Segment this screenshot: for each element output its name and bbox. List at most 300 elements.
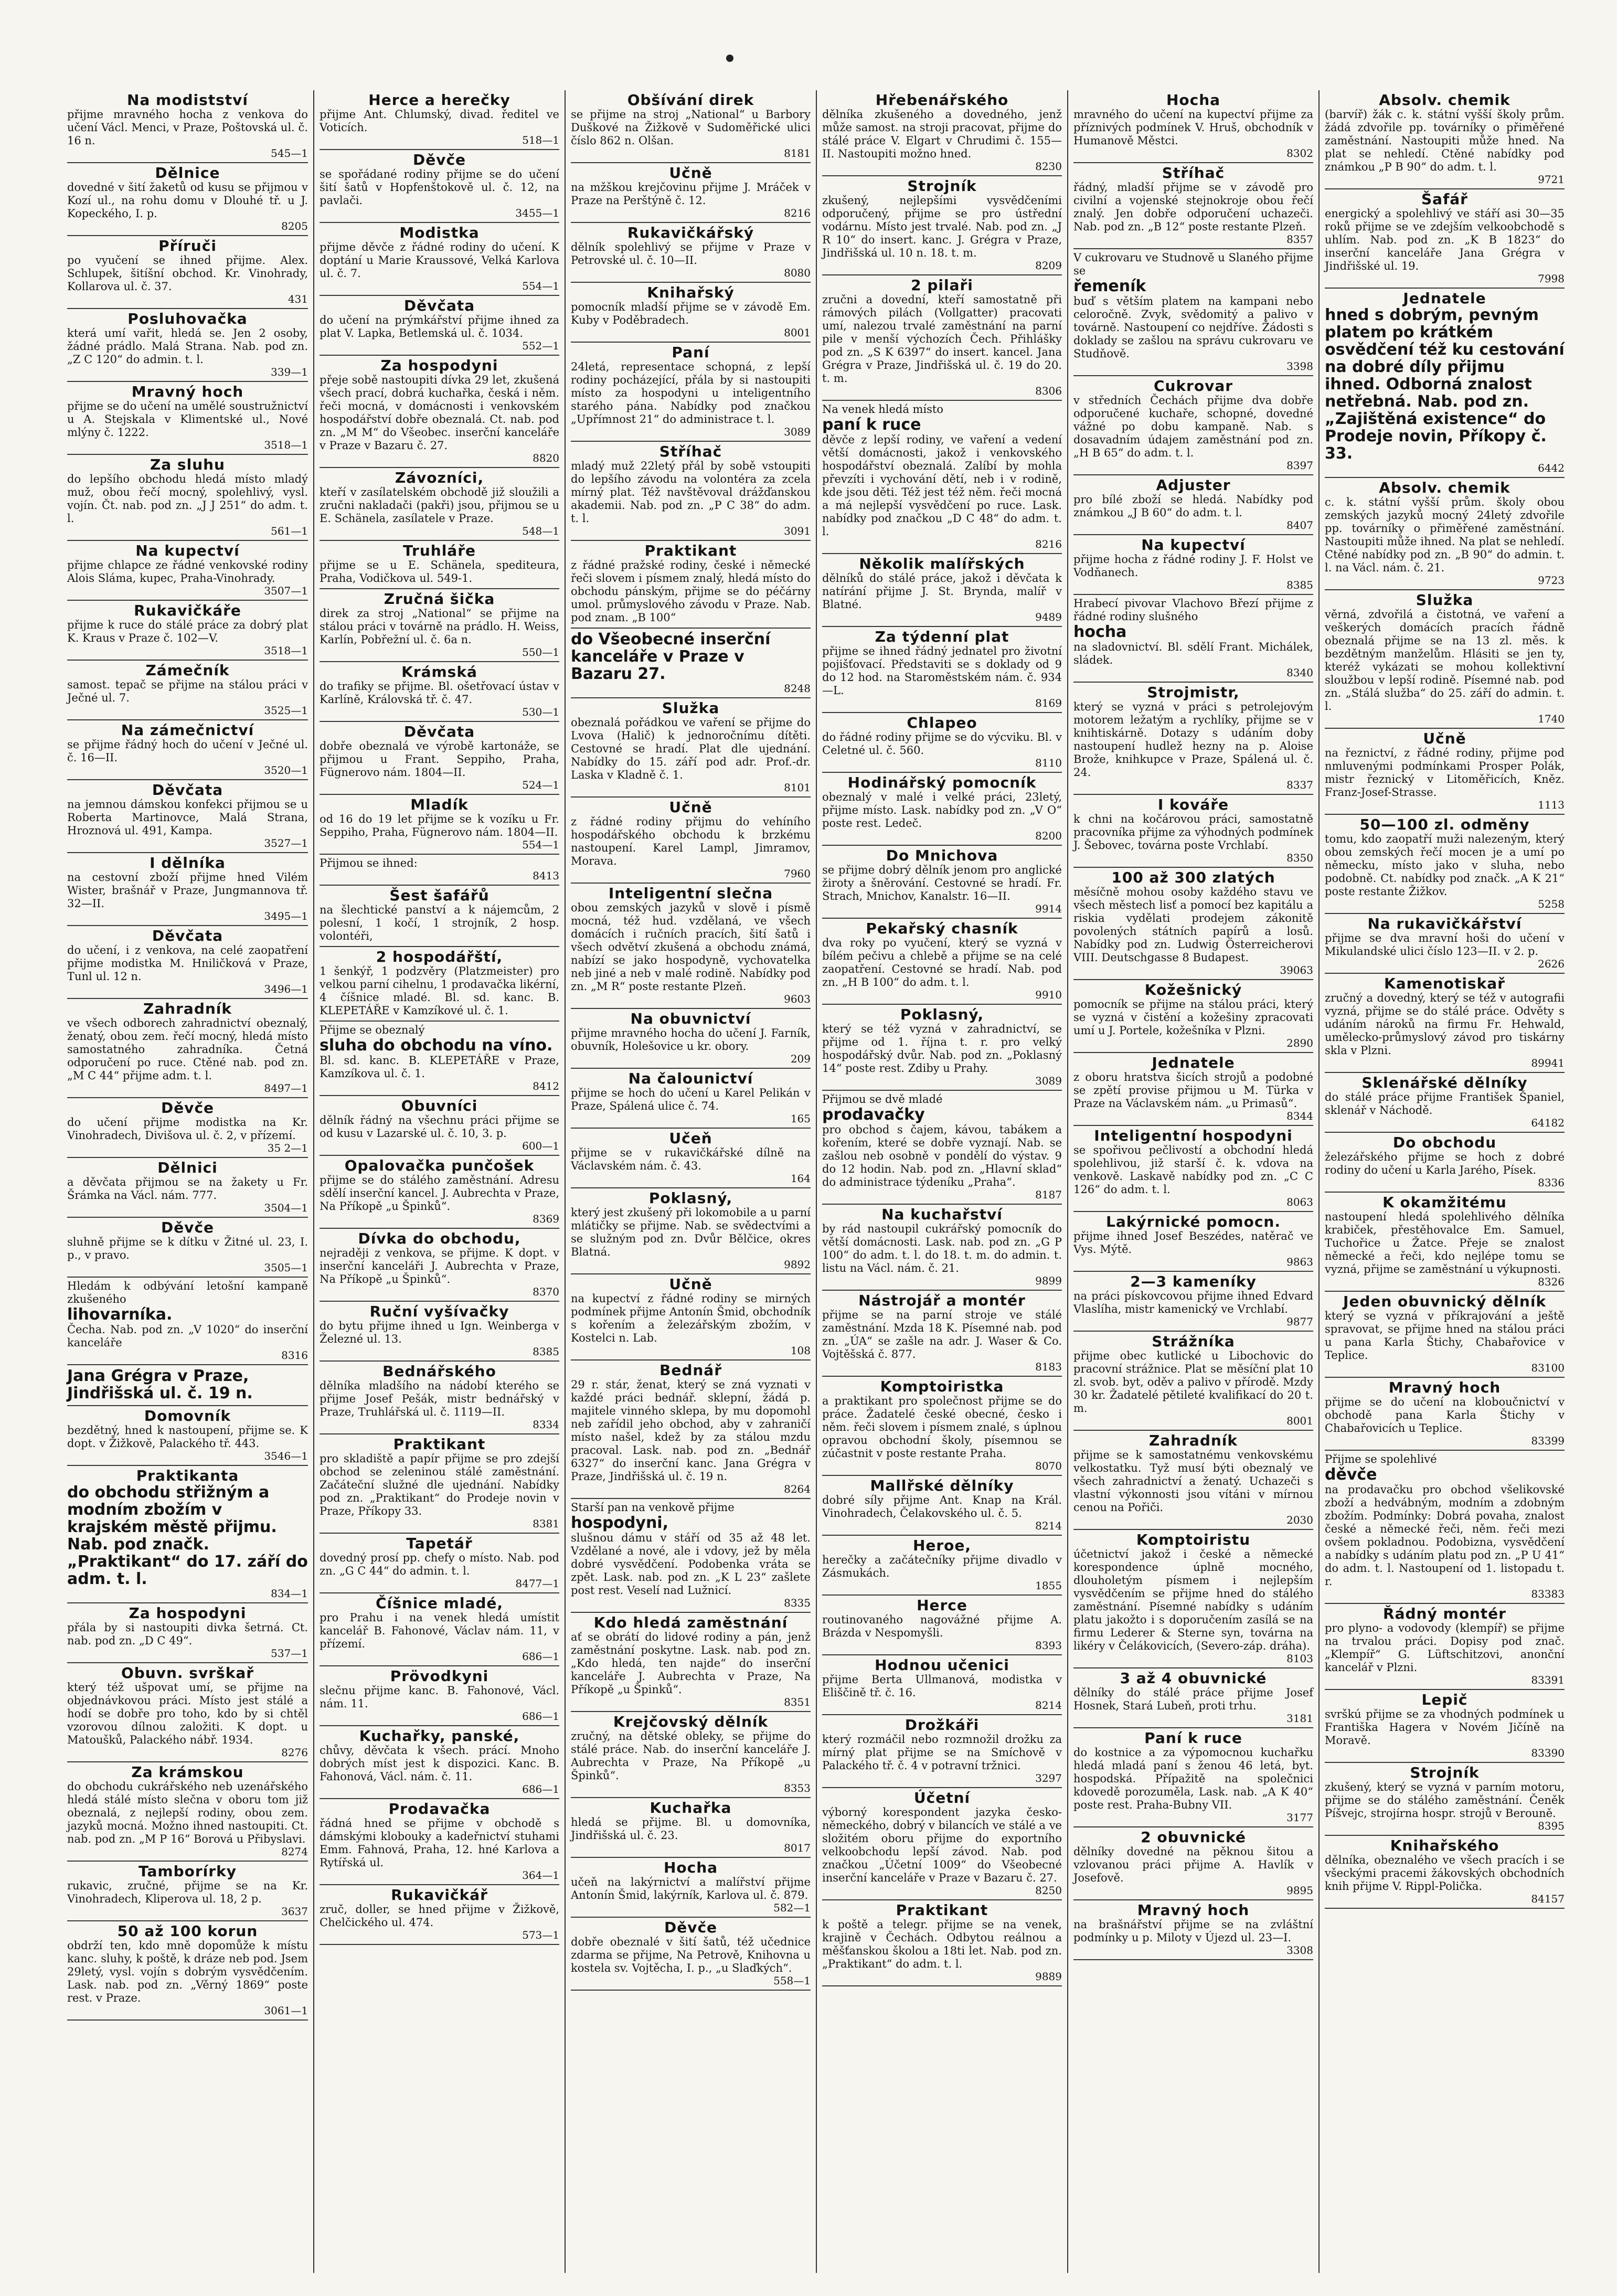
classified-ad bbox=[320, 541, 559, 589]
ad-title: Zámečník bbox=[145, 662, 230, 679]
classified-ad bbox=[571, 1613, 811, 1712]
ad-title: Lepič bbox=[1421, 1691, 1468, 1708]
classified-ad bbox=[1073, 535, 1313, 595]
ad-text: který rozmáčil nebo rozmnožil drožku za mírný plat přijme se na Smíchově v Palackého tř. č. 4 v potravní tržnici. bbox=[822, 1733, 1062, 1772]
ad-title: Příruči bbox=[158, 237, 217, 254]
ad-reference: 8216 bbox=[784, 207, 811, 219]
ad-title: Děvčata bbox=[152, 781, 224, 799]
ad-text: na šlechtické panství a k nájemcům, 2 polesní, 1 kočí, 1 strojník, 2 hosp. volontéři, bbox=[320, 903, 559, 942]
ad-reference: 3308 bbox=[1286, 1944, 1313, 1957]
ad-text: řádná hned se přijme v obchodě s dámskými klobouky a kadeřnictví stuhami Emm. Fahnová, Praha, 12. hné Karlova a Rytířská ul. bbox=[320, 1817, 559, 1869]
classified-ad bbox=[822, 1291, 1062, 1377]
ad-reference: 537—1 bbox=[271, 1647, 308, 1660]
classified-ad bbox=[320, 356, 559, 468]
ad-title: Učně bbox=[1423, 730, 1466, 747]
ad-text: obdrží ten, kdo mně dopomůže k místu kanc. sluhy, k poště, k dráze neb pod. Jsem 29letý, vysl. vojín s dobrým vysvědčením. Lask. nab. pod zn. „Věrný 1869“ poste rest. v Praze. bbox=[67, 1939, 308, 2004]
ad-text: ať se obrátí do lidové rodiny a pán, jenž zaměstnání poskytne. Lask. nab. pod zn. „Kdo hledá, ten najde“ do inserční kanceláře J. Aubrechta v Praze, Na Příkopě „u Špinků“. bbox=[571, 1631, 811, 1696]
ad-title: Služka bbox=[1416, 591, 1474, 609]
ad-reference: 550—1 bbox=[522, 646, 559, 658]
ad-text-continued: buď s větším platem na kampani nebo celoročně. Zvyk, svědomitý a palivo v továrně. Nastoupení co nejdříve. Žádosti s doklady se zašlou na správu cukrovaru ve Studňově. bbox=[1073, 295, 1313, 360]
ad-title: Učně bbox=[669, 799, 712, 816]
ad-title: Ruční vyšívačky bbox=[369, 1303, 509, 1320]
classified-ad bbox=[1325, 1690, 1565, 1763]
ad-reference: 582—1 bbox=[773, 1901, 811, 1914]
ad-title: Jednatele bbox=[1152, 1054, 1235, 1071]
classified-ad bbox=[67, 601, 308, 661]
ad-text: který jest zkušený při lokomobile a u parní mlátičky se přijme. Nab. se svědectvími a se služným pod zn. Dvůr Bělčice, okres Blatná. bbox=[571, 1206, 811, 1258]
ad-title: Cukrovar bbox=[1153, 377, 1233, 395]
ad-title: Poklasný, bbox=[900, 1006, 984, 1023]
ad-reference: 8334 bbox=[533, 1418, 559, 1431]
ad-text: nejraději z venkova, se přijme. K dopt. v inserční kanceláři J. Aubrechta v Praze, Na Příkopě „u Špinků“. bbox=[320, 1247, 559, 1285]
ad-text: Přijmou se ihned: bbox=[320, 857, 418, 869]
ad-reference: 8205 bbox=[281, 220, 308, 232]
ad-reference: 3505—1 bbox=[264, 1261, 308, 1274]
classified-ad bbox=[571, 283, 811, 343]
classified-ad bbox=[320, 1096, 559, 1156]
ad-title: Inteligentní hospodyni bbox=[1094, 1127, 1293, 1144]
classified-ad bbox=[822, 401, 1062, 554]
ad-reference: 8200 bbox=[1035, 830, 1062, 842]
ad-text: a děvčata přijmou se na žakety u Fr. Šrámka na Václ. nám. 777. bbox=[67, 1176, 308, 1202]
ad-text: dobře obeznalé v šití šatů, též učednice zdarma se přijme, Na Petrově, Knihovna u kostela sv. Vojtěcha, I. p., „u Slaďkých“. bbox=[571, 1936, 811, 1974]
classified-ad bbox=[822, 1377, 1062, 1476]
classified-ad bbox=[571, 1129, 811, 1188]
classified-ad bbox=[571, 163, 811, 223]
ad-title: Mladík bbox=[410, 796, 469, 813]
classified-ad bbox=[1073, 1530, 1313, 1668]
classified-ad bbox=[67, 999, 308, 1098]
ad-highlight: lihovarníka. bbox=[67, 1305, 173, 1324]
ad-text: mravného do učení na kupectví přijme za příznivých podmínek V. Hruš, obchodník v Humanově Městci. bbox=[1073, 108, 1313, 147]
ad-title: Strojmistr, bbox=[1147, 684, 1240, 701]
ad-title: I dělníka bbox=[150, 854, 226, 871]
ad-title: Modistka bbox=[399, 224, 480, 241]
ad-text: kteří v zasílatelském obchodě již sloužili a zručni nakladači (pakři) jsou, přijmou se u E. Schänela, zasílatele v Praze. bbox=[320, 486, 559, 525]
ad-text: přijme se u E. Schänela, spediteura, Praha, Vodičkova ul. 549-1. bbox=[320, 559, 559, 584]
ad-reference: 3089 bbox=[1035, 1075, 1062, 1087]
ad-title: Na obuvnictví bbox=[630, 1010, 751, 1027]
ad-reference: 8103 bbox=[1286, 1652, 1313, 1665]
ad-text: která umí vařit, hledá se. Jen 2 osoby, žádné prádlo. Malá Strana. Nab. pod zn. „Z C 120“ do admin. t. l. bbox=[67, 327, 308, 366]
ad-title: Absolv. chemik bbox=[1379, 479, 1510, 496]
classified-ad bbox=[822, 1536, 1062, 1596]
ad-text: v středních Čechách přijme dva dobře odporučené kuchaře, schopné, dovedné vážné po dobu kampaně. Nab. s dosavadním údajem zaměstnání pod zn. „H B 65“ do adm. t. l. bbox=[1073, 394, 1313, 459]
ad-reference: 83390 bbox=[1531, 1747, 1565, 1759]
ad-title: Paní bbox=[672, 344, 710, 361]
classified-ad bbox=[1325, 729, 1565, 815]
ad-text: přijme děvče z řádné rodiny do učení. K doptání u Marie Kraussové, Velká Karlova ul. č. 7. bbox=[320, 241, 559, 280]
ad-text: se přijme na stroj „National“ u Barbory Duškové na Žižkově v Sudoměřické ulici číslo 862 n. Olšan. bbox=[571, 108, 811, 147]
classified-ad bbox=[1325, 1604, 1565, 1690]
ad-title: Mravný hoch bbox=[1388, 1379, 1501, 1396]
classified-ad bbox=[571, 1712, 811, 1798]
ad-text: herečky a začátečníky přijme divadlo v Zásmukách. bbox=[822, 1554, 1062, 1579]
classified-ad bbox=[822, 627, 1062, 713]
classified-ad bbox=[571, 1274, 811, 1360]
ad-reference: 8274 bbox=[281, 1845, 308, 1858]
classified-ad bbox=[1073, 595, 1313, 683]
ad-text: přijme Ant. Chlumský, divad. ředitel ve Voticích. bbox=[320, 108, 559, 134]
ad-text: účetnictví jakož i české a německé korespondence úplně mocného, dlouholetým písmem i nejlepším vysvědčením se přijme hned do stálého zaměstnání. Písemné nabídky s udáním platu jakožto i s doporučením zasílá se na firmu Lederer & Sterne syn, továrna na likéry v Čelákovicích, (Severo-záp. dráha). bbox=[1073, 1548, 1313, 1652]
ad-title: Paní k ruce bbox=[1144, 1729, 1242, 1747]
ad-reference: 554—1 bbox=[522, 280, 559, 292]
ad-reference: 9895 bbox=[1286, 1884, 1313, 1897]
ad-reference: 209 bbox=[790, 1053, 811, 1065]
ad-title: Dělnici bbox=[157, 1159, 218, 1176]
ad-title: Hodnou učenici bbox=[875, 1656, 1009, 1674]
ad-reference: 84157 bbox=[1531, 1893, 1565, 1905]
classified-ad bbox=[571, 1009, 811, 1069]
classified-ad bbox=[1073, 376, 1313, 475]
ad-reference: 8216 bbox=[1035, 538, 1062, 550]
ad-title: Hocha bbox=[1166, 91, 1221, 109]
ad-reference: 573—1 bbox=[522, 1929, 559, 1941]
ad-text: do řádné rodiny přijme se do výcviku. Bl. v Celetné ul. č. 560. bbox=[822, 731, 1062, 757]
ad-title: Herce a herečky bbox=[368, 91, 510, 109]
ad-reference: 3520—1 bbox=[264, 764, 308, 777]
classified-ad bbox=[320, 1726, 559, 1799]
ad-reference: 686—1 bbox=[522, 1650, 559, 1663]
ad-title: Děvčata bbox=[403, 297, 475, 314]
ad-reference: 8169 bbox=[1035, 697, 1062, 709]
ad-text: do kostnice a za výpomocnou kuchařku hledá mladá paní s ženou 46 letá, byt. hospodská. Přípažitě na společnici kdovedě porozuměla, Lask. nab. „A K 40“ poste rest. Praha-Bubny VII. bbox=[1073, 1746, 1313, 1811]
ad-reference: 1740 bbox=[1538, 713, 1565, 725]
ad-text: se spořivou pečlivostí a obchodní hledá spolehlivou, již starší č. k. vdova na venkově. Laskavě nabídky pod zn. „C C 126“ do adm. t. l. bbox=[1073, 1144, 1313, 1196]
ad-text: samost. tepač se přijme na stálou práci v Ječné ul. 7. bbox=[67, 678, 308, 704]
ad-highlight: hocha bbox=[1073, 623, 1127, 641]
classified-ad bbox=[320, 947, 559, 1022]
ad-text: z řádné pražské rodiny, české i německé řeči slovem i písmem znalý, hledá místo do obchodu pánským, přijme se do péčárny umol. průmyslového závodu v Praze. Nab. pod znam. „B 100“ bbox=[571, 559, 811, 624]
classified-ad bbox=[67, 926, 308, 999]
ad-text: po vyučení se ihned přijme. Alex. Schlupek, šitíšní obchod. Kr. Vinohrady, Kollarova ul. č. 37. bbox=[67, 254, 308, 293]
ad-reference: 8369 bbox=[533, 1213, 559, 1225]
ad-title: Na rukavičkářství bbox=[1367, 915, 1522, 932]
classified-ad bbox=[1325, 1763, 1565, 1836]
ad-reference: 7998 bbox=[1538, 272, 1565, 285]
ad-reference: 3177 bbox=[1286, 1811, 1313, 1824]
ad-title: Kuchařky, panské, bbox=[359, 1727, 520, 1745]
classified-ad bbox=[1325, 1292, 1565, 1378]
ad-title: Na zámečnictví bbox=[121, 721, 254, 739]
classified-ad bbox=[67, 163, 308, 236]
ad-reference: 9489 bbox=[1035, 611, 1062, 623]
ad-reference: 35 2—1 bbox=[267, 1142, 308, 1154]
ad-text: a praktikant pro společnost přijme se do práce. Žadatelé české obecné, česko i něm. řeči slovem i písmem znalé, s úplnou opravou obchodní školy, písemnou se zúčastnit v poste restante Praha. bbox=[822, 1395, 1062, 1460]
ad-reference: 8385 bbox=[1286, 579, 1313, 591]
ad-text: z oboru hratstva šicích strojů a podobné se zpětí provise přijmou u M. Türka v Praze na Václavském nám. „u Primasů“. bbox=[1073, 1071, 1313, 1110]
ad-text: 29 r. stár, ženat, který se zná vyznati v každé práci bednář. sklepní, žádá p. majitele vinného sklepa, by mu dopomohl neb zařídil jeho obchod, aby v zahraničí místo našel, kdež by za stálou mzdu pracoval. Lask. nab. pod zn. „Bednář 6327“ do inserční kanc. Jana Grégra v Praze, Jindřišská ul. č. 19 n. bbox=[571, 1378, 811, 1483]
ad-text: který se vyzná v příkrajování a ještě spravovat, se přijme hned na stálou práci u pana Karla Štichy, Chabařovice v Teplice. bbox=[1325, 1310, 1565, 1362]
ad-title: Rukavičkáře bbox=[134, 602, 241, 619]
ad-title: Děvčata bbox=[403, 723, 475, 740]
ad-text: do obchodu cukrářského neb uzenářského hledá stálé místo slečna v oboru tom již obeznalá, z nejlepší rodiny, obou zem. jazyků mocná. Možno ihned nastoupiti. Ct. nab. pod zn. „M P 16“ Borová u Přibyslavi. bbox=[67, 1780, 308, 1845]
ad-reference: 8063 bbox=[1286, 1196, 1313, 1208]
classified-ad bbox=[1073, 1212, 1313, 1272]
classified-ad bbox=[67, 661, 308, 720]
classified-ad bbox=[822, 1900, 1062, 1986]
ad-text: dva roky po vyučení, který se vyzná v bílém pečivu a chlebě a přijme se na celé zaopatření. Cestovné se hradí. Nab. pod zn. „H B 100“ do adm. t. l. bbox=[822, 937, 1062, 988]
classified-page bbox=[62, 90, 1571, 2273]
ad-title: Hodinářský pomocník bbox=[847, 774, 1037, 791]
classified-ad bbox=[320, 1156, 559, 1229]
ad-reference: 6442 bbox=[1538, 462, 1565, 474]
ad-title: Krejčovský dělník bbox=[613, 1713, 769, 1730]
ad-title: Zahradník bbox=[1148, 1432, 1238, 1449]
ad-reference: 8110 bbox=[1035, 757, 1062, 769]
ad-title: Děvče bbox=[161, 1099, 215, 1117]
ad-column bbox=[1067, 90, 1318, 2273]
ad-text: k poště a telegr. přijme se na venek, krajině v Čechách. Odbytou reálnou a měšťanskou školou a 18ti let. Nab. pod zn. „Praktikant“ do adm. t. l. bbox=[822, 1918, 1062, 1970]
ad-reference: 164 bbox=[790, 1172, 811, 1185]
ad-text: přijme se na parní stroje ve stálé zaměstnání. Mzda 18 K. Písemné nab. pod zn. „ÚA“ se zašle na adr. J. Waser & Co. Vojtěšská č. 877. bbox=[822, 1309, 1062, 1360]
ad-reference: 64182 bbox=[1531, 1117, 1565, 1129]
ad-reference: 8001 bbox=[1286, 1415, 1313, 1427]
ad-title: Hocha bbox=[663, 1859, 718, 1876]
classified-ad bbox=[67, 1663, 308, 1762]
ad-text: do učení, i z venkova, na celé zaopatření přijme modistka M. Hniličková v Praze, Tunl ul. 12 n. bbox=[67, 944, 308, 983]
classified-ad bbox=[1073, 249, 1313, 376]
ad-text: železářského přijme se hoch z dobré rodiny do učení u Karla Jarého, Písek. bbox=[1325, 1151, 1565, 1176]
classified-ad bbox=[571, 629, 811, 698]
classified-ad bbox=[1073, 1272, 1313, 1332]
classified-ad bbox=[822, 1655, 1062, 1715]
ad-reference: 8357 bbox=[1286, 233, 1313, 246]
ad-reference: 3495—1 bbox=[264, 910, 308, 922]
ad-text: přijme mravného hocha z venkova do učení Václ. Menci, v Praze, Poštovská ul. č. 16 n. bbox=[67, 108, 308, 147]
classified-ad bbox=[320, 1434, 559, 1534]
ad-title: Lakýrnické pomocn. bbox=[1105, 1213, 1281, 1230]
ad-title: Učně bbox=[669, 1275, 712, 1293]
ad-title: Na kupectví bbox=[135, 542, 240, 559]
classified-ad bbox=[1073, 163, 1313, 249]
ad-title: Obuvníci bbox=[401, 1097, 478, 1114]
ad-text: pro plyno- a vodovody (klempíř) se přijme na trvalou práci. Dopisy pod znač. „Klempíř“ G. Lüftschitzovi, anonční kancelář v Plzni. bbox=[1325, 1622, 1565, 1674]
ad-highlight: do Všeobecné inserční kanceláře v Praze v Bazaru 27. bbox=[571, 630, 771, 683]
ad-text: Přijme se obeznalý bbox=[320, 1024, 425, 1036]
ad-text: se spořádané rodiny přijme se do učení šití šatů v Hopfenštokově ul. č. 12, na pavlači. bbox=[320, 168, 559, 207]
classified-ad bbox=[1325, 590, 1565, 729]
ad-reference: 8306 bbox=[1035, 385, 1062, 397]
ad-text: dovedný prosí pp. chefy o místo. Nab. pod zn. „G C 44“ do admin. t. l. bbox=[320, 1551, 559, 1577]
ad-title: Hřebenářského bbox=[875, 91, 1009, 109]
ad-text: svrškú přijme se za vhodných podmínek u Františka Hagera v Novém Jičíně na Moravě. bbox=[1325, 1708, 1565, 1747]
classified-ad bbox=[822, 554, 1062, 627]
ad-text: přijme se ihned řádný jednatel pro životní pojišťovací. Představiti se s doklady od 9 do 12 hod. na Staroměstském nám. č. 934—L. bbox=[822, 645, 1062, 697]
ad-title: Heroe, bbox=[912, 1537, 972, 1554]
ad-text: přijme k ruce do stálé práce za dobrý plat K. Kraus v Praze č. 102—V. bbox=[67, 619, 308, 644]
ad-reference: 8070 bbox=[1035, 1460, 1062, 1472]
ad-title: 2 pilaři bbox=[911, 277, 973, 294]
classified-ad bbox=[320, 795, 559, 855]
ad-reference: 3507—1 bbox=[264, 584, 308, 597]
ad-reference: 8209 bbox=[1035, 259, 1062, 272]
ad-title: Komptoiristu bbox=[1136, 1531, 1251, 1548]
classified-ad bbox=[320, 1666, 559, 1726]
ad-title: Strojník bbox=[907, 177, 977, 195]
ad-text: energický a spolehlivý ve stáří asi 30—35 roků přijme se ve zdejším velkoobchodě s uhlím. Nab. pod zn. „K B 1823“ do inserční kanceláře Jana Grégra v Jindřišské ul. 19. bbox=[1325, 207, 1565, 272]
ad-highlight: do obchodu střižným a modním zbožím v krajském městě přijmu. Nab. pod značk. „Praktikant“ do 17. září do adm. t. l. bbox=[67, 1483, 308, 1588]
classified-ad bbox=[320, 886, 559, 947]
ad-text: rukavic, zručné, přijme se na Kr. Vinohradech, Kliperova ul. 18, 2 p. bbox=[67, 1879, 308, 1905]
ad-title: 2 hospodářští, bbox=[376, 948, 503, 965]
ad-reference: 8337 bbox=[1286, 779, 1313, 791]
ad-reference: 9603 bbox=[784, 993, 811, 1005]
ad-reference: 9877 bbox=[1286, 1315, 1313, 1328]
ad-reference: 7960 bbox=[784, 867, 811, 880]
classified-ad bbox=[1325, 90, 1565, 189]
ad-title: 50—100 zl. odměny bbox=[1359, 816, 1530, 833]
ad-text: k chni na kočárovou práci, samostatně pracovníka přijme za výhodných podmínek J. Šebovec, továrna poste Vrchlabí. bbox=[1073, 813, 1313, 852]
ad-reference: 108 bbox=[790, 1344, 811, 1357]
classified-ad bbox=[1073, 795, 1313, 868]
ad-reference: 8080 bbox=[784, 267, 811, 279]
ad-reference: 9863 bbox=[1286, 1256, 1313, 1268]
ad-text: na jemnou dámskou konfekci přijmou se u Roberta Martinovce, Malá Strana, Hroznová ul. 491, Kampa. bbox=[67, 798, 308, 837]
ad-reference: 83391 bbox=[1531, 1674, 1565, 1686]
ad-title: Kamenotiskař bbox=[1384, 975, 1505, 992]
classified-ad bbox=[571, 798, 811, 884]
classified-ad bbox=[571, 1360, 811, 1499]
ad-reference: 364—1 bbox=[522, 1869, 559, 1882]
classified-ad bbox=[320, 1022, 559, 1096]
ad-reference: 3518—1 bbox=[264, 439, 308, 451]
ad-reference: 8497—1 bbox=[264, 1082, 308, 1094]
ad-title: Tapetář bbox=[406, 1535, 473, 1552]
ad-title: 3 až 4 obuvnické bbox=[1120, 1670, 1267, 1687]
ad-reference: 9892 bbox=[784, 1258, 811, 1271]
classified-ad bbox=[1325, 914, 1565, 974]
ad-text: by rád nastoupil cukrářský pomocník do větší domácnosti. Lask. nab. pod zn. „G P 100“ do adm. t. l. do 18. t. m. do admin. t. listu na Václ. nám. č. 21. bbox=[822, 1223, 1062, 1274]
ad-reference: 2626 bbox=[1538, 958, 1565, 970]
ad-title: Obšívání direk bbox=[627, 91, 754, 109]
ad-title: Za hospodyni bbox=[380, 357, 498, 374]
ad-reference: 83100 bbox=[1531, 1362, 1565, 1374]
ad-highlight: děvče bbox=[1325, 1465, 1377, 1484]
ad-title: Děvčata bbox=[152, 927, 224, 944]
ad-reference: 8017 bbox=[784, 1842, 811, 1854]
ad-text: Přijme se spolehlivé bbox=[1325, 1453, 1437, 1465]
ad-reference: 1855 bbox=[1035, 1579, 1062, 1592]
ad-reference: 552—1 bbox=[522, 339, 559, 352]
ad-text: který se též vyzná v zahradnictví, se přijme od 1. října t. r. pro velký hospodářský dvůr. Nab. pod zn. „Poklasný 14“ poste rest. Zdiby u Prahy. bbox=[822, 1023, 1062, 1075]
classified-ad bbox=[1073, 1900, 1313, 1960]
ad-title: Tamborírky bbox=[139, 1863, 237, 1880]
classified-ad bbox=[571, 343, 811, 442]
ad-reference: 8001 bbox=[784, 326, 811, 339]
ad-reference: 8381 bbox=[533, 1517, 559, 1530]
ad-title: Absolv. chemik bbox=[1379, 91, 1510, 109]
classified-ad bbox=[822, 1715, 1062, 1788]
classified-ad bbox=[571, 1918, 811, 1991]
ad-reference: 339—1 bbox=[271, 366, 308, 378]
classified-ad bbox=[1325, 1836, 1565, 1909]
ad-text: dělníky dovedné na pěknou šitou a vzlovanou práci přijme A. Havlík v Josefově. bbox=[1073, 1845, 1313, 1884]
ad-text: od 16 do 19 let přijme se k vozíku u Fr. Seppiho, Praha, Fügnerovo nám. 1804—II. bbox=[320, 813, 559, 838]
ad-title: Knihařský bbox=[647, 284, 735, 301]
ad-reference: 8350 bbox=[1286, 852, 1313, 864]
ad-reference: 8101 bbox=[784, 781, 811, 794]
ad-title: Praktikanta bbox=[136, 1467, 239, 1484]
classified-ad bbox=[822, 1596, 1062, 1655]
ad-text: obou zemských jazyků v slově i písmě mocná, též hud. vzdělaná, ve všech domácích i ručních pracích, šití šatů i všech odvětví zkušená a obchodu známá, nabízí se jako hospodyně, vychovatelka neb jiné a neb v malé rodině. Nabídky pod zn. „M R“ poste restante Plzeň. bbox=[571, 901, 811, 993]
ad-title: 2 obuvnické bbox=[1141, 1829, 1246, 1846]
classified-ad bbox=[1073, 475, 1313, 535]
ad-title: Na kuchařství bbox=[881, 1206, 1003, 1223]
ad-reference: 8214 bbox=[1035, 1519, 1062, 1532]
ad-reference: 3455—1 bbox=[515, 207, 559, 219]
ad-reference: 8385 bbox=[533, 1345, 559, 1358]
classified-ad bbox=[320, 589, 559, 662]
classified-ad bbox=[67, 309, 308, 382]
classified-ad bbox=[1073, 1053, 1313, 1126]
classified-ad bbox=[320, 150, 559, 223]
classified-ad bbox=[1325, 1451, 1565, 1604]
classified-ad bbox=[1325, 289, 1565, 478]
ad-title: Zručná šička bbox=[384, 590, 495, 608]
ad-title: Jeden obuvnický dělník bbox=[1343, 1293, 1547, 1310]
classified-ad bbox=[67, 1098, 308, 1158]
ad-text: zručný a dovedný, který se též v autografii vyzná, přijme se do stálé práce. Odvěty s udáním nároků na firmu Fr. Hehwald, umělecko-průmyslový závod pro tiskárny skla v Plzni. bbox=[1325, 992, 1565, 1057]
ad-title: Domovník bbox=[144, 1407, 231, 1425]
classified-ad bbox=[571, 541, 811, 629]
ad-reference: 8250 bbox=[1035, 1884, 1062, 1897]
classified-ad bbox=[822, 275, 1062, 401]
ad-text: řádný, mladší přijme se v závodě pro civilní a vojenské stejnokroje obou řečí znalý. Jen dobře odporučení uchazeči. Nab. pod zn. „B 12“ poste restante Plzeň. bbox=[1073, 181, 1313, 233]
ad-text: ve všech odborech zahradnictví obeznalý, ženatý, obou zem. řečí mocný, hledá místo samostatného zahradníka. Četná odporučení po ruce. Ctěné nab. pod zn. „M C 44“ přijme adm. t. l. bbox=[67, 1017, 308, 1082]
ad-title: Nástrojář a montér bbox=[858, 1292, 1026, 1309]
classified-ad bbox=[67, 720, 308, 780]
ad-highlight: řemeník bbox=[1073, 277, 1146, 295]
classified-ad bbox=[571, 1188, 811, 1274]
ad-text: c. k. státní vyšší prům. školy obou zemských jazyků mocný 24letý zdvořile pp. továrníky o přiměřené zaměstnání. Nastoupiti může ihned. Na plat se nehledí. Ctěné nabídky pod zn. „B 90“ do admin. t. l. na Václ. nám. č. 21. bbox=[1325, 496, 1565, 574]
ad-title: Děvče bbox=[664, 1919, 718, 1936]
classified-ad bbox=[67, 853, 308, 926]
classified-ad bbox=[67, 1762, 308, 1862]
ad-reference: 686—1 bbox=[522, 1710, 559, 1723]
ad-reference: 834—1 bbox=[271, 1587, 308, 1600]
ad-text: přijme ihned Josef Beszédes, natěrač ve Vys. Mýtě. bbox=[1073, 1230, 1313, 1256]
ad-text: přeje sobě nastoupiti dívka 29 let, zkušená všech prací, dobrá kuchařka, česká i něm. řeči mocná, v domácnosti i venkovském hospodářství dobře obeznalá. Ct. nab. pod zn. „M M“ do Všeobec. inserční kanceláře v Praze v Bazaru č. 27. bbox=[320, 374, 559, 452]
ad-text-continued: Bl. sd. kanc. B. KLEPETÁŘE v Praze, Kamzíkova ul. č. 1. bbox=[320, 1054, 559, 1080]
ad-text: pro skladiště a papír přijme se pro zdejší obchod se zeleninou stálé zaměstnání. Začáteční služné dle ujednání. Nabídky pod zn. „Praktikant“ do Prodeje novin v Praze, Příkopy 33. bbox=[320, 1452, 559, 1517]
ad-text: dělníka, obeznalého ve všech pracích i se všeckými pracemi žákovských obchodních knih přijme V. Rippl-Polička. bbox=[1325, 1854, 1565, 1893]
ad-title: Komptoiristka bbox=[880, 1378, 1004, 1395]
classified-ad bbox=[1325, 974, 1565, 1073]
classified-ad bbox=[67, 1921, 308, 2021]
ad-reference: 8397 bbox=[1286, 459, 1313, 472]
ad-reference: 39063 bbox=[1280, 964, 1313, 976]
ad-reference: 3527—1 bbox=[264, 837, 308, 849]
classified-ad bbox=[1325, 1378, 1565, 1451]
ad-reference: 3297 bbox=[1035, 1772, 1062, 1784]
ad-highlight: hned s dobrým, pevným platem po krátkém osvědčení též ku cestování na dobré díly přijmu ihned. Odborná znalost netřebná. Nab. pod zn. „Zajištěná existence“ do Prodeje novin, Příkopy č. 33. bbox=[1325, 306, 1565, 463]
ad-reference: 8214 bbox=[1035, 1699, 1062, 1712]
ad-reference: 9899 bbox=[1035, 1274, 1062, 1287]
ad-reference: 600—1 bbox=[522, 1140, 559, 1152]
ad-reference: 8336 bbox=[1538, 1176, 1565, 1189]
ad-reference: 8302 bbox=[1286, 147, 1313, 160]
ad-title: Jednatele bbox=[1403, 290, 1486, 307]
ad-reference: 8344 bbox=[1286, 1110, 1313, 1122]
ad-text: (barvíř) žák c. k. státní vyšší školy prům. žádá zdvořile pp. továrníky o přiměřené zaměstnání. Nastoupiti může hned. Na plat se nehledí. Ctěné nabídky pod známkou „P B 90“ do adm. t. l. bbox=[1325, 108, 1565, 173]
ad-title: Kuchařka bbox=[650, 1799, 732, 1816]
ad-text: dovedné v šití žaketů od kusu se přijmou v Kozí ul., na rohu domu v Dlouhé tř. u J. Kopeckého, I. p. bbox=[67, 181, 308, 220]
ad-title: Učně bbox=[669, 164, 712, 182]
ad-reference: 548—1 bbox=[522, 525, 559, 537]
ad-title: Za hospodyni bbox=[129, 1604, 247, 1622]
ad-text: 24letá, representace schopná, z lepší rodiny pocházející, přála by si nastoupiti místo za hospodyni u inteligentního starého pána. Nabídky pod značkou „Upřímnost 21“ do administrace t. l. bbox=[571, 360, 811, 426]
